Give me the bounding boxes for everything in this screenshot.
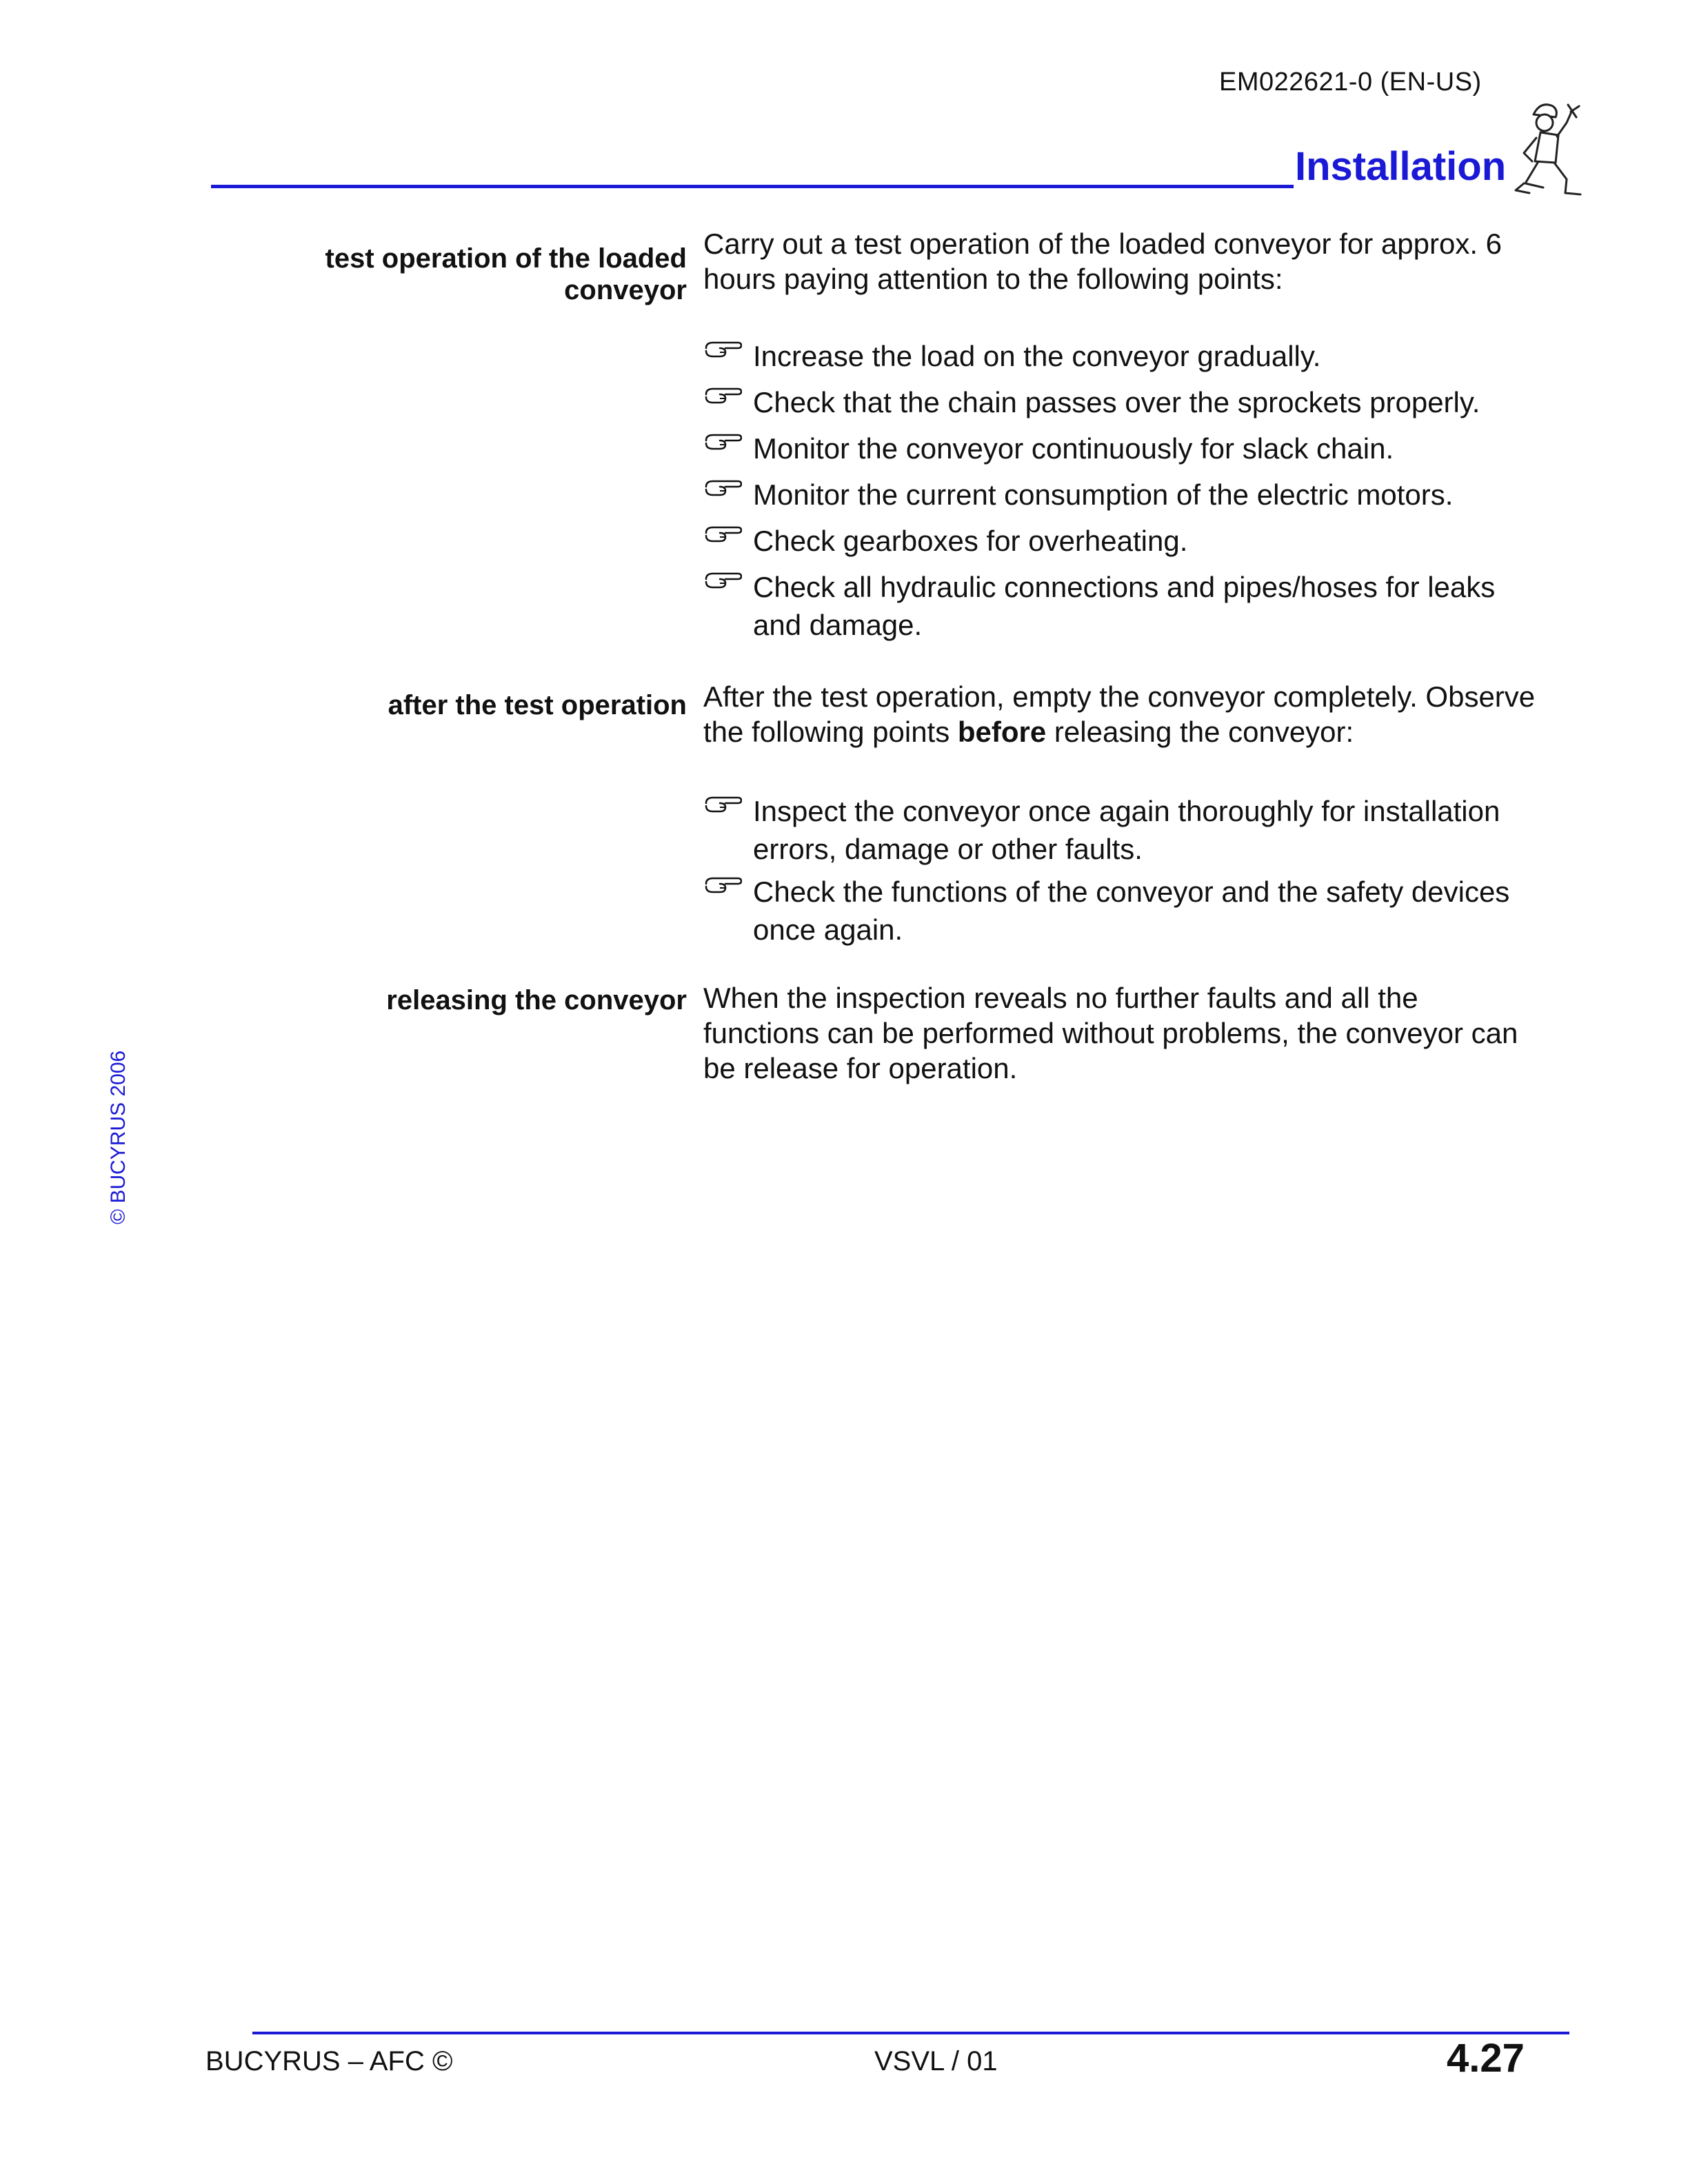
list-item-line: Check all hydraulic connections and pipes/hoses for leaks [753, 571, 1496, 603]
list-item-text: Check that the chain passes over the sprockets properly. [753, 386, 1480, 418]
side-label-line: test operation of the loaded [325, 243, 687, 274]
list-item-text: Monitor the current consumption of the electric motors. [753, 478, 1454, 511]
list-item [703, 568, 1600, 644]
list-item-line: and damage. [753, 609, 923, 641]
pointing-hand-icon [705, 523, 742, 547]
footer-company: BUCYRUS – AFC © [205, 2046, 453, 2076]
emphasis-text: before [957, 716, 1047, 748]
intro-paragraph [703, 980, 1600, 1086]
list-item-line: Check the functions of the conveyor and the safety devices [753, 876, 1510, 908]
page-number: 4.27 [1447, 2036, 1525, 2081]
list-item-text [753, 792, 1600, 868]
list-item-text: Increase the load on the conveyor gradually. [753, 340, 1321, 372]
pointing-hand-icon [705, 793, 742, 817]
paragraph-line: be release for operation. [703, 1052, 1018, 1084]
list-item-line: Inspect the conveyor once again thoroughly for installation [753, 795, 1500, 827]
list-item [703, 383, 1600, 421]
side-copyright: © BUCYRUS 2006 [107, 1050, 130, 1224]
pointing-hand-icon [705, 569, 742, 593]
side-label-after-test: after the test operation [388, 690, 687, 720]
list-item [703, 476, 1600, 514]
header-rule [211, 185, 1294, 188]
side-label-test-operation [290, 243, 687, 306]
document-id: EM022621-0 (EN-US) [1219, 68, 1482, 97]
pointing-hand-icon [705, 338, 742, 362]
list-item-line: once again. [753, 913, 903, 946]
list-item [703, 873, 1600, 949]
paragraph-line: hours paying attention to the following points: [703, 263, 1283, 295]
paragraph-line: Carry out a test operation of the loaded conveyor for approx. 6 [703, 228, 1503, 260]
intro-paragraph [703, 226, 1600, 296]
list-item [703, 337, 1600, 375]
list-item-text: Check gearboxes for overheating. [753, 525, 1188, 557]
paragraph-line: functions can be performed without problems, the conveyor can [703, 1017, 1518, 1049]
footer-rule [252, 2032, 1569, 2034]
paragraph-line: releasing the conveyor: [1046, 716, 1354, 748]
list-item-text [753, 873, 1600, 949]
list-item [703, 792, 1600, 868]
list-item-text: Monitor the conveyor continuously for slack chain. [753, 432, 1394, 465]
list-item [703, 522, 1600, 560]
paragraph-line: When the inspection reveals no further faults and all the [703, 982, 1418, 1014]
paragraph-line: After the test operation, empty the conveyor completely. Observe [703, 680, 1536, 713]
kneeling-worker-icon [1510, 97, 1586, 200]
side-label-line: conveyor [564, 275, 687, 305]
section-title: Installation [1295, 144, 1507, 189]
footer-code: VSVL / 01 [874, 2046, 998, 2076]
pointing-hand-icon [705, 385, 742, 408]
list-item [703, 429, 1600, 467]
side-label-releasing: releasing the conveyor [386, 985, 687, 1015]
pointing-hand-icon [705, 874, 742, 898]
intro-paragraph [703, 679, 1600, 749]
pointing-hand-icon [705, 477, 742, 501]
pointing-hand-icon [705, 431, 742, 454]
list-item-line: errors, damage or other faults. [753, 833, 1143, 865]
list-item-text [753, 568, 1600, 644]
paragraph-line: the following points [703, 716, 958, 748]
